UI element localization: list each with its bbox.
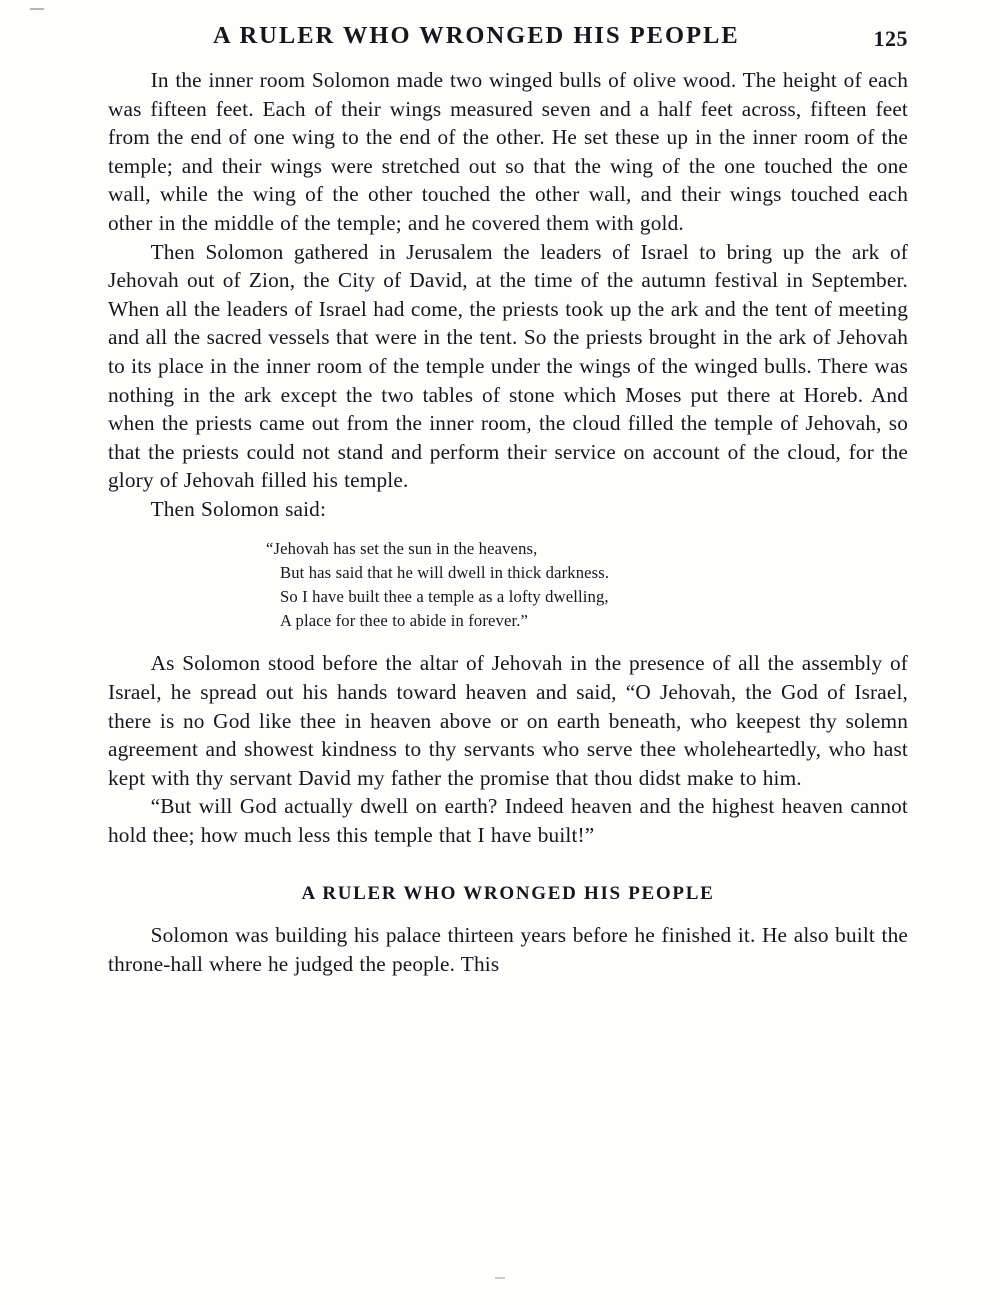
page-number: 125 <box>873 26 908 51</box>
verse-block <box>108 537 908 634</box>
verse-line: So I have built thee a temple as a lofty dwelling, <box>280 586 609 606</box>
verse-line: A place for thee to abide in forever.” <box>280 611 529 631</box>
paragraph: Then Solomon gathered in Jerusalem the leaders of Israel to bring up the ark of Jehovah out of Zion, the City of David, at the time of the autumn festival in September. When all the leaders of Israel had come, the priests took up the ark and the tent of meeting and all the sacred vessels that were in the tent. So the priests brought in the ark of Jehovah to its place in the inner room of the temple under the wings of the winged bulls. There was nothing in the ark except the two tables of stone which Moses put there at Horeb. And when the priests came out from the inner room, the cloud filled the temple of Jehovah, so that the priests could not stand and perform their service on account of the cloud, for the glory of Jehovah filled his temple. <box>108 239 908 493</box>
paragraph: As Solomon stood before the altar of Jehovah in the presence of all the assembly of Israel, he spread out his hands toward heaven and said, “O Jehovah, the God of Israel, there is no God like thee in heaven above or on earth beneath, who keepest thy solemn agreement and showest kindness to thy servants who serve thee wholeheartedly, who hast kept with thy servant David my father the promise that thou didst make to him. <box>108 651 908 790</box>
section-heading: A RULER WHO WRONGED HIS PEOPLE <box>301 883 715 905</box>
verse-line: But has said that he will dwell in thick darkness. <box>280 562 610 582</box>
paragraph: In the inner room Solomon made two winged bulls of olive wood. The height of each was fifteen feet. Each of their wings measured seven and a half feet across, fifteen feet from the end of one wing to the end of the other. He set these up in the inner room of the temple; and their wings were stretched out so that the wing of the one touched the one wall, while the wing of the other touched the other wall, and their wings touched each other in the middle of the temple; and he covered them with gold. <box>108 68 908 235</box>
paragraph: “But will God actually dwell on earth? Indeed heaven and the highest heaven cannot hold thee; how much less this temple that I have built!” <box>108 794 908 847</box>
paragraph: Solomon was building his palace thirteen years before he finished it. He also built the throne-hall where he judged the people. This <box>108 923 908 977</box>
running-head-title: A RULER WHO WRONGED HIS PEOPLE <box>213 22 740 49</box>
page-content <box>108 22 908 979</box>
bottom-margin-tick <box>495 1277 505 1279</box>
paragraph: Then Solomon said: <box>150 496 327 521</box>
verse-line: “Jehovah has set the sun in the heavens, <box>266 538 538 558</box>
top-margin-tick <box>30 8 44 10</box>
running-head <box>108 22 908 66</box>
